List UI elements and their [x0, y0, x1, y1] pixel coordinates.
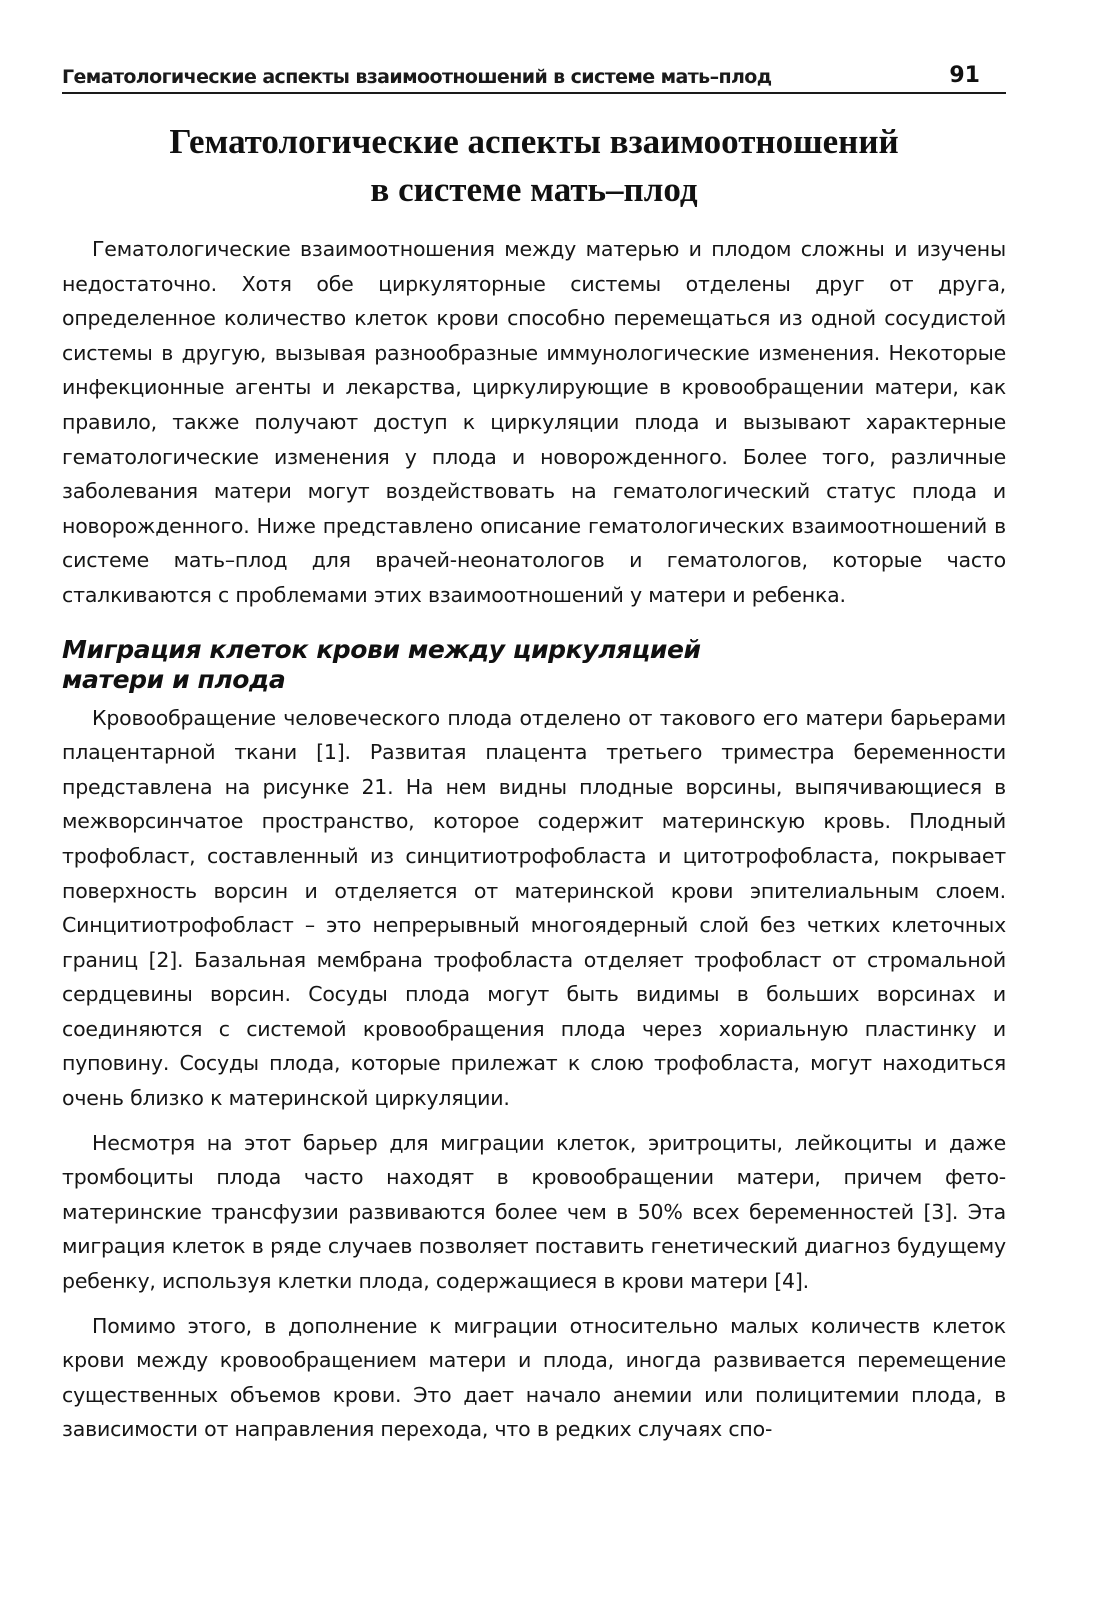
running-header	[62, 48, 1006, 94]
running-header-title: Гематологические аспекты взаимоотношений в системе мать–плод	[62, 66, 772, 88]
body-paragraph-1: Кровообращение человеческого плода отделено от такового его матери барьерами плацентарной ткани [1]. Развитая плацента третьего триместра беременности представлена на рисунке 21. На нем видны плодные ворсины, выпячивающиеся в межворсинчатое пространство, которое содержит материнскую кровь. Плодный трофобласт, составленный из синцитиотрофобласта и цитотрофобласта, покрывает поверхность ворсин и отделяется от материнской крови эпителиальным слоем. Синцитиотрофобласт – это непрерывный многоядерный слой без четких клеточных границ [2]. Базальная мембрана трофобласта отделяет трофобласт от стромальной сердцевины ворсин. Сосуды плода могут быть видимы в больших ворсинах и соединяются с системой кровообращения плода через хориальную пластинку и пуповину. Сосуды плода, которые прилежат к слою трофобласта, могут находиться очень близко к материнской циркуляции.	[62, 705, 1006, 1111]
body-paragraph-3: Помимо этого, в дополнение к миграции относительно малых количеств клеток крови между кровообращением матери и плода, иногда развивается перемещение существенных объемов крови. Это дает начало анемии или полицитемии плода, в зависимости от направления перехода, что в редких случаях спо-	[62, 1313, 1006, 1442]
section-title-line-1: Миграция клеток крови между циркуляцией	[62, 634, 701, 664]
intro-paragraph: Гематологические взаимоотношения между матерью и плодом сложны и изучены недостаточно. Хотя обе циркуляторные системы отделены друг от друга, определенное количество клеток крови способно перемещаться из одной сосудистой системы в другую, вызывая разнообразные иммунологические изменения. Некоторые инфекционные агенты и лекарства, циркулирующие в кровообращении матери, как правило, также получают доступ к циркуляции плода и вызывают характерные гематологические изменения у плода и новорожденного. Более того, различные заболевания матери могут воздействовать на гематологический статус плода и новорожденного. Ниже представлено описание гематологических взаимоотношений в системе мать–плод для врачей-неонатологов и гематологов, которые часто сталкиваются с проблемами этих взаимоотношений у матери и ребенка.	[62, 237, 1006, 607]
body-paragraph-2: Несмотря на этот барьер для миграции клеток, эритроциты, лейкоциты и даже тромбоциты плода часто находят в кровообращении матери, причем фето-материнские трансфузии развиваются более чем в 50% всех беременностей [3]. Эта миграция клеток в ряде случаев позволяет поставить генетический диагноз будущему ребенку, используя клетки плода, содержащиеся в крови матери [4].	[62, 1130, 1006, 1294]
section-title-line-2: матери и плода	[62, 664, 286, 694]
book-page	[62, 48, 1006, 1447]
section-title	[62, 635, 1006, 695]
page-number: 91	[949, 63, 980, 88]
chapter-title	[62, 118, 1006, 214]
chapter-title-line-1: Гематологические аспекты взаимоотношений	[169, 122, 899, 161]
chapter-title-line-2: в системе мать–плод	[370, 170, 698, 209]
